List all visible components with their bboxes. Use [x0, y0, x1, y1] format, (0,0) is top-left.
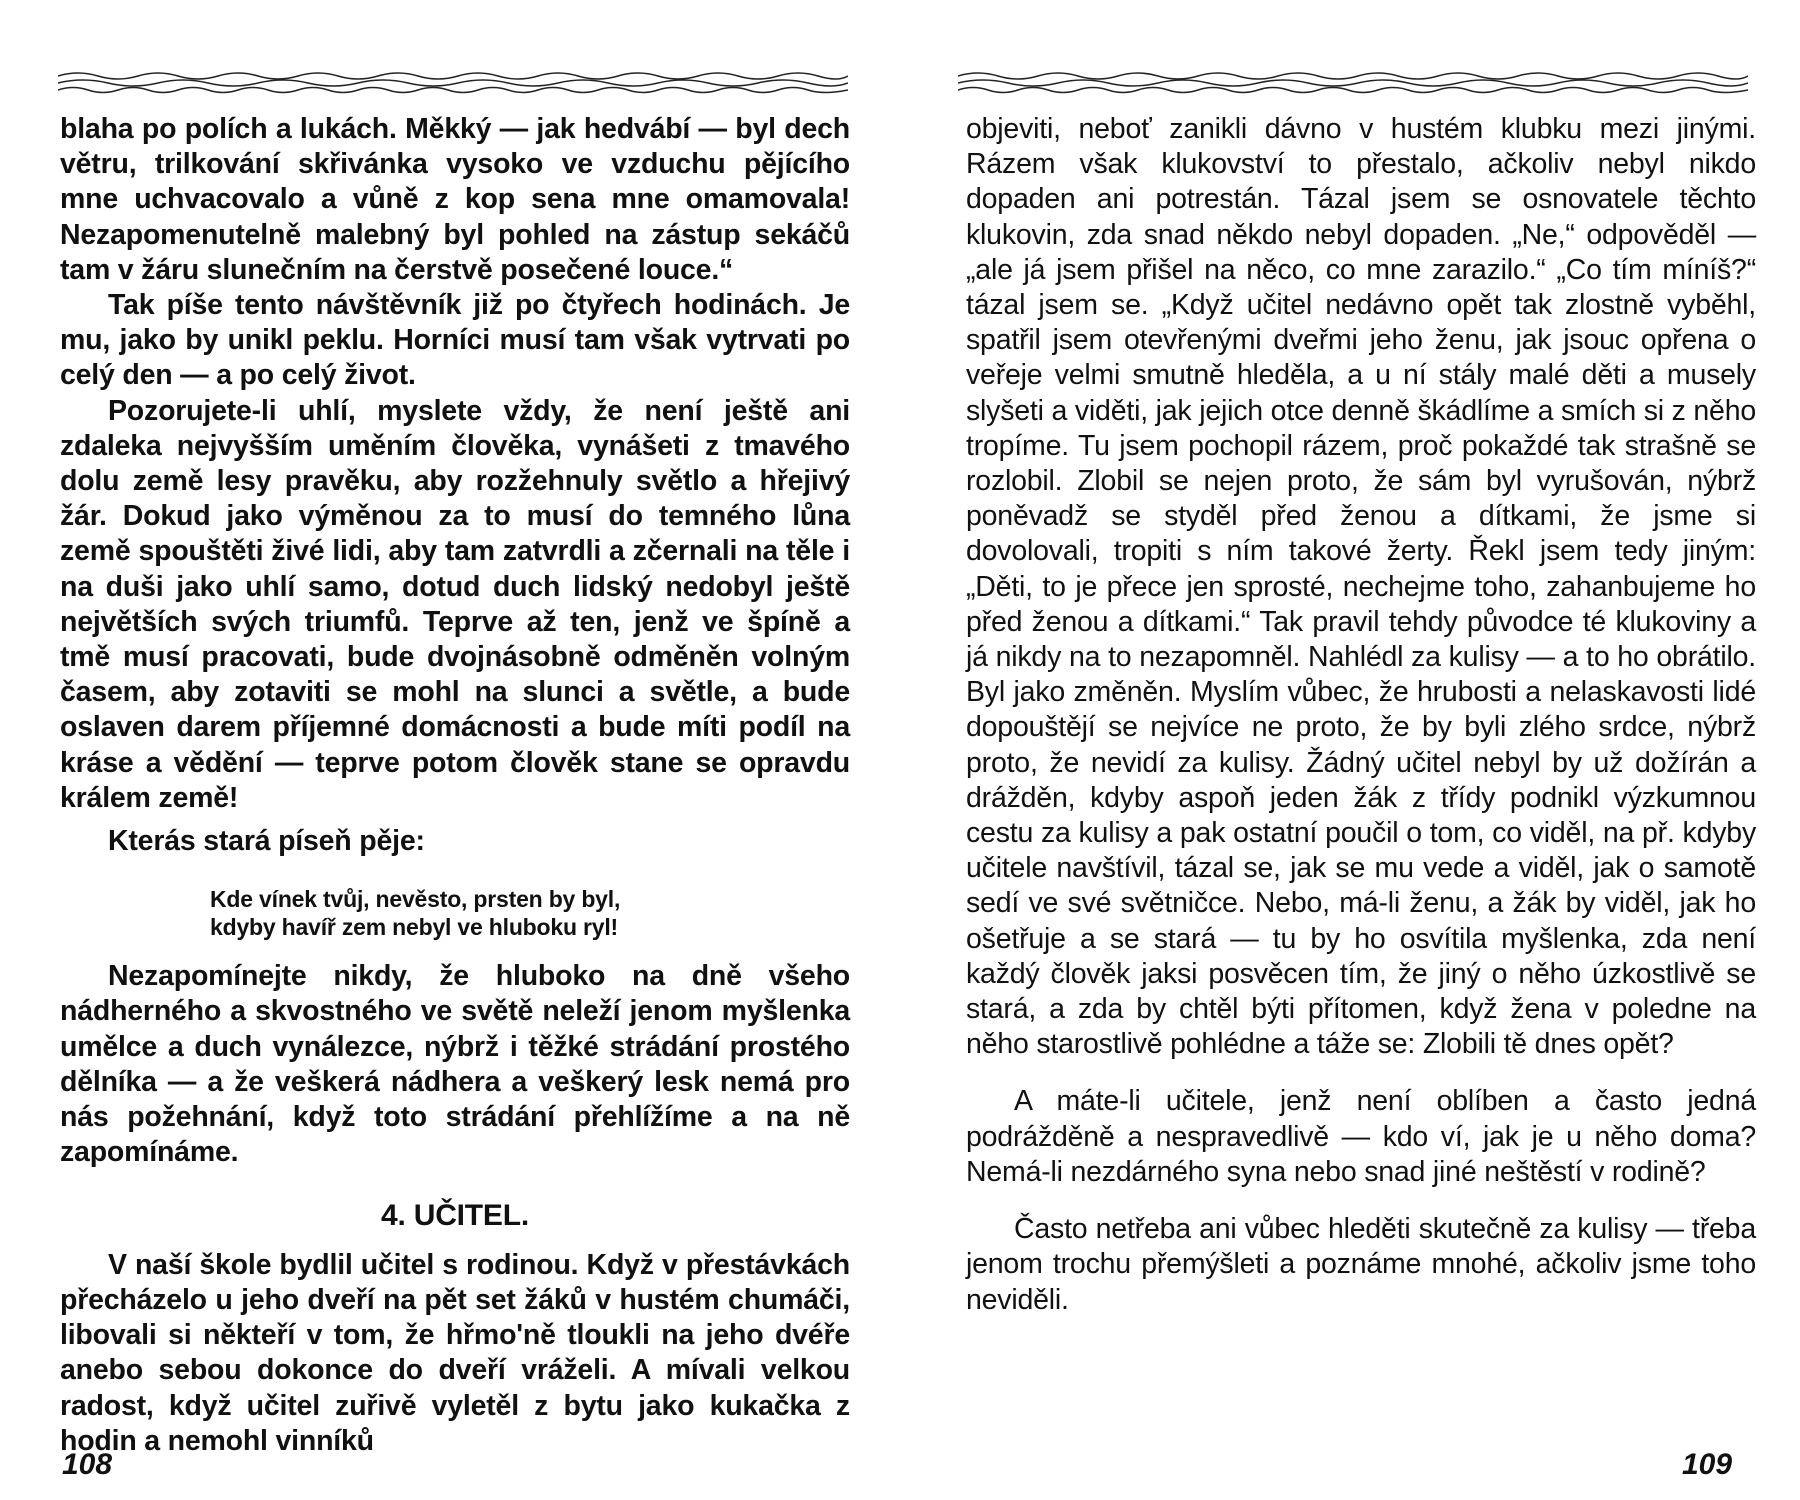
- page-number-right: 109: [1682, 1448, 1733, 1481]
- page-number-left: 108: [62, 1448, 113, 1481]
- header-ornament-left: [58, 68, 848, 98]
- poem-line: Kde vínek tvůj, nevěsto, prsten by byl,: [210, 886, 621, 913]
- right-page: [900, 0, 1800, 1500]
- poem-line: kdyby havíř zem nebyl ve hluboku ryl!: [210, 914, 619, 941]
- wavy-rule-icon: [58, 68, 848, 98]
- wavy-rule-icon: [958, 68, 1748, 98]
- header-ornament-right: [958, 68, 1748, 98]
- paragraph-2: Tak píše tento návštěvník již po čtyřech hodinách. Je mu, jako by unikl peklu. Horníci musí tam však vytrvati po celý den — a po celý život.: [60, 289, 850, 392]
- paragraph-4: Kterás stará píseň pěje:: [108, 825, 425, 858]
- left-page-text: [60, 112, 850, 1459]
- paragraph-1: blaha po polích a lukách. Měkký — jak hedvábí — byl dech větru, trilkování skřivánka vysoko ve vzduchu pějícího mne uchvacovalo a vůně z kop sena mne omamovala! Nezapomenutelně malebný byl pohled na zástup sekáčů tam v žáru slunečním na čerstvě posečené louce.“: [60, 113, 850, 286]
- paragraph-7: objeviti, neboť zanikli dávno v hustém klubku mezi jinými. Rázem však klukovství to přestalo, ačkoliv nebyl nikdo dopaden ani potrestán. Tázal jsem se osnovatele těchto klukovin, zda snad někdo nebyl dopaden. „Ne,“ odpověděl — „ale já jsem přišel na něco, co mne zarazilo.“ „Co tím míníš?“ tázal jsem se. „Když učitel nedávno opět tak zlostně vyběhl, spatřil jsem otevřenými dveřmi jeho ženu, jak jsouc opřena o veřeje velmi smutně hleděla, a u ní stály malé děti a musely slyšeti a viděti, jak jejich otce denně škádlíme a smích si z něho tropíme. Tu jsem pochopil rázem, proč pokaždé tak strašně se rozlobil. Zlobil se nejen proto, že sám byl vyrušován, nýbrž poněvadž se styděl před ženou a dítkami, že jsme si dovolovali, tropiti s ním takové žerty. Řekl jsem tedy jiným: „Děti, to je přece jen sprosté, nechejme toho, zahanbujeme ho před ženou a dítkami.“ Tak pravil tehdy původce té klukoviny a já nikdy na to nezapomněl. Nahlédl za kulisy — a to ho obrátilo. Byl jako změněn. Myslím vůbec, že hrubosti a nelaskavosti lidé dopouštějí se nejvíce ne proto, že by byli zlého srdce, nýbrž proto, že nevidí za kulisy. Žádný učitel nebyl by už dožírán a drážděn, kdyby aspoň jeden žák z třídy podnikl výzkumnou cestu za kulisy a pak ostatní poučil o tom, co viděl, na př. kdyby učitele navštívil, tázal se, jak se mu vede a viděl, jak o samotě sedí ve své světničce. Nebo, má-li ženu, a žák by viděl, jak ho ošetřuje a se stará — tu by ho osvítila myšlenka, zda není každý člověk jaksi posvěcen tím, že jiný o něho úzkostlivě se stará, a zda by chtěl býti přítomen, když žena v poledne na něho starostlivě pohlédne a táže se: Zlobili tě dnes opět?: [966, 113, 1756, 1061]
- paragraph-3: Pozorujete-li uhlí, myslete vždy, že není ještě ani zdaleka nejvyšším uměním člověka, vynášeti z tmavého dolu země lesy pravěku, aby rozžehnuly světlo a hřejivý žár. Dokud jako výměnou za to musí do temného lůna země spouštěti živé lidi, aby tam zatvrdli a zčernali na těle i na duši jako uhlí samo, dotud duch lidský nedobyl ještě největších svých triumfů. Teprve až ten, jenž ve špíně a tmě musí pracovati, bude dvojnásobně odměněn volným časem, aby zotaviti se mohl na slunci a světle, a bude oslaven darem příjemné domácnosti a bude míti podíl na kráse a vědění — teprve potom člověk stane se opravdu králem země!: [60, 394, 850, 814]
- section-heading: 4. UČITEL.: [380, 1199, 529, 1233]
- poem-quote: [210, 885, 850, 941]
- paragraph-8: A máte-li učitele, jenž není oblíben a často jedná podrážděně a nespravedlivě — kdo ví, jak je u něho doma? Nemá-li nezdárného syna nebo snad jiné neštěstí v rodině?: [966, 1085, 1756, 1188]
- paragraph-5: Nezapomínejte nikdy, že hluboko na dně všeho nádherného a skvostného ve světě neleží jenom myšlenka umělce a duch vynálezce, nýbrž i těžké strádání prostého dělníka — a že veškerá nádhera a veškerý lesk nemá pro nás požehnání, když toto strádání přehlížíme a na ně zapomínáme.: [60, 960, 850, 1169]
- paragraph-9: Často netřeba ani vůbec hleděti skutečně za kulisy — třeba jenom trochu přemýšleti a poznáme mnohé, ačkoliv jsme toho neviděli.: [966, 1213, 1756, 1316]
- right-page-text: [966, 112, 1756, 1318]
- paragraph-6: V naší škole bydlil učitel s rodinou. Když v přestávkách přecházelo u jeho dveří na pět set žáků v hustém chumáči, libovali si někteří v tom, že hřmo'ně tloukli na jeho dvéře anebo sebou dokonce do dveří vráželi. A mívali velkou radost, když učitel zuřivě vyletěl z bytu jako kukačka z hodin a nemohl vinníků: [60, 1248, 850, 1457]
